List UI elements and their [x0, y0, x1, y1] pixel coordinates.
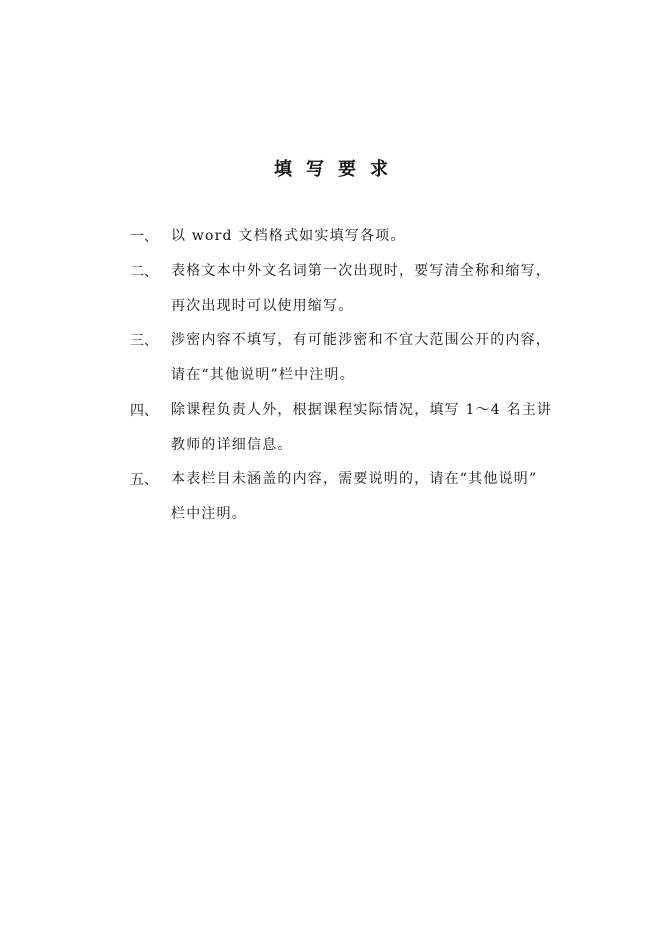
item-text: 再次出现时可以使用缩写。 — [171, 298, 354, 314]
item-text: 栏中注明。 — [171, 506, 247, 522]
item-number: 四、 — [130, 403, 158, 419]
item-number: 二、 — [130, 264, 158, 280]
item-text: 以 word 文档格式如实填写各项。 — [171, 228, 406, 244]
item-number: 五、 — [130, 472, 158, 488]
item-text: 除课程负责人外，根据课程实际情况，填写 1～4 名主讲 — [171, 402, 553, 418]
item-text: 本表栏目未涵盖的内容，需要说明的，请在“其他说明” — [171, 471, 538, 487]
item-text: 教师的详细信息。 — [171, 437, 293, 453]
page-title: 填写要求 — [274, 159, 402, 180]
item-text: 表格文本中外文名词第一次出现时，要写清全称和缩写， — [171, 263, 551, 279]
item-text: 请在“其他说明”栏中注明。 — [171, 367, 355, 383]
item-text: 涉密内容不填写，有可能涉密和不宜大范围公开的内容， — [171, 332, 551, 348]
item-number: 一、 — [130, 229, 158, 245]
item-number: 三、 — [130, 333, 158, 349]
